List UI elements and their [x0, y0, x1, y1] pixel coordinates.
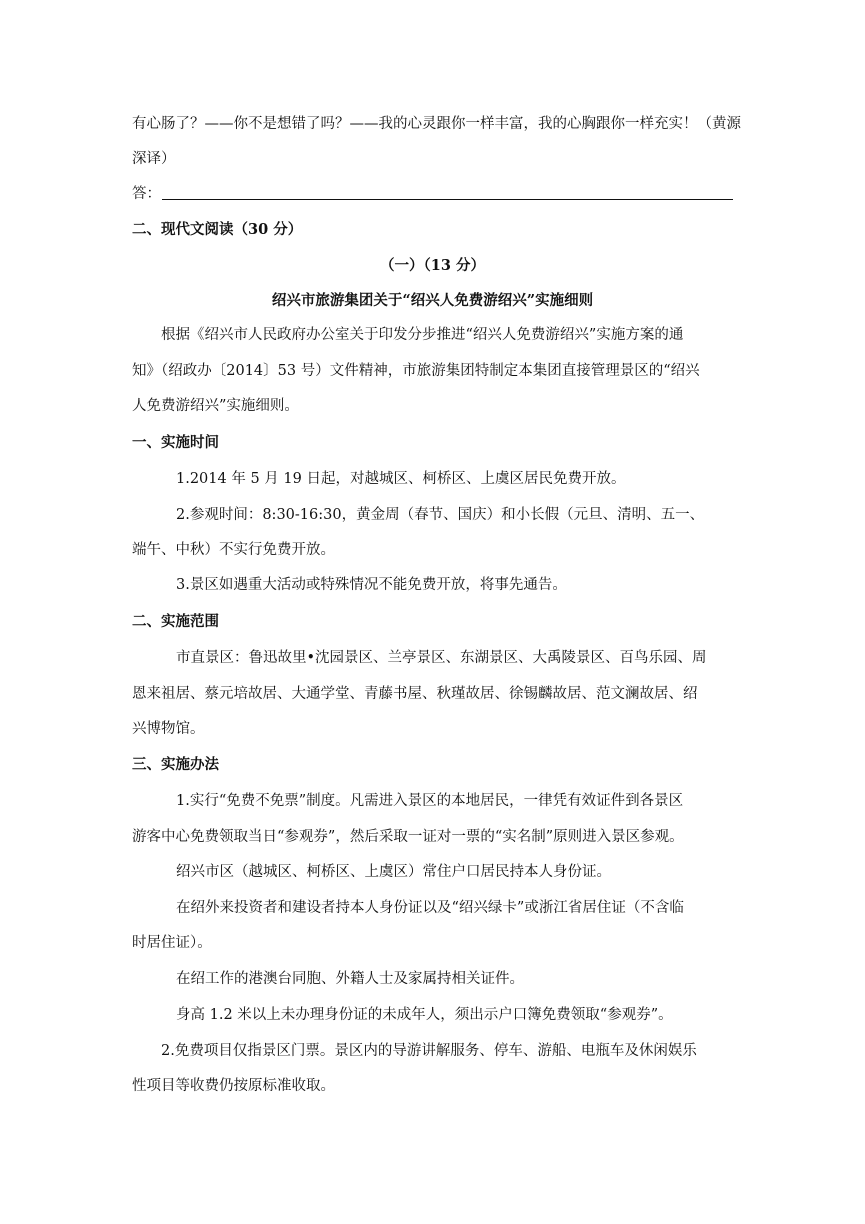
section-3-item-1b: 游客中心免费领取当日“参观券”，然后采取一证对一票的“实名制”原则进入景区参观。: [132, 829, 684, 845]
part-heading: （一）（13 分）: [380, 257, 485, 274]
answer-label: 答：: [132, 186, 161, 202]
section-3-title: 三、实施办法: [132, 756, 219, 773]
prev-question-line-2: 深译）: [132, 151, 176, 167]
answer-blank-line[interactable]: [162, 199, 733, 200]
section-3-para-3: 在绍工作的港澳台同胞、外籍人士及家属持相关证件。: [176, 971, 524, 987]
section-3-item-1a: 1.实行“免费不免票”制度。凡需进入景区的本地居民，一律凭有效证件到各景区: [176, 793, 684, 809]
section-2-line-3: 兴博物馆。: [132, 721, 205, 737]
section-2-title: 二、实施范围: [132, 613, 219, 630]
intro-line-1: 根据《绍兴市人民政府办公室关于印发分步推进“绍兴人免费游绍兴”实施方案的通: [161, 327, 684, 343]
section-1-item-1: 1.2014 年 5 月 19 日起，对越城区、柯桥区、上虞区居民免费开放。: [176, 471, 626, 487]
article-title: 绍兴市旅游集团关于“绍兴人免费游绍兴”实施细则: [271, 292, 594, 309]
section-2-line-2: 恩来祖居、蔡元培故居、大通学堂、青藤书屋、秋瑾故居、徐锡麟故居、范文澜故居、绍: [132, 686, 698, 702]
section-1-title: 一、实施时间: [132, 434, 219, 451]
prev-question-line-1: 有心肠了？——你不是想错了吗？——我的心灵跟你一样丰富，我的心胸跟你一样充实！（黄源: [132, 116, 741, 132]
intro-line-3: 人免费游绍兴”实施细则。: [132, 398, 299, 414]
section-1-item-2b: 端午、中秋）不实行免费开放。: [132, 542, 335, 558]
section-3-para-1: 绍兴市区（越城区、柯桥区、上虞区）常住户口居民持本人身份证。: [176, 864, 611, 880]
section-1-item-2a: 2.参观时间：8:30-16:30，黄金周（春节、国庆）和小长假（元旦、清明、五一、: [176, 507, 705, 523]
section-3-para-4: 身高 1.2 米以上未办理身份证的未成年人，须出示户口簿免费领取“参观券”。: [176, 1007, 673, 1023]
section-1-item-3: 3.景区如遇重大活动或特殊情况不能免费开放，将事先通告。: [176, 577, 567, 593]
section-heading: 二、现代文阅读（30 分）: [132, 221, 303, 238]
section-3-para-2a: 在绍外来投资者和建设者持本人身份证以及“绍兴绿卡”或浙江省居住证（不含临: [176, 900, 684, 916]
section-2-line-1: 市直景区：鲁迅故里•沈园景区、兰亭景区、东湖景区、大禹陵景区、百鸟乐园、周: [176, 650, 707, 666]
intro-line-2: 知》（绍政办〔2014〕53 号）文件精神，市旅游集团特制定本集团直接管理景区的“绍兴: [132, 363, 700, 379]
section-3-item-2b: 性项目等收费仍按原标准收取。: [132, 1078, 335, 1094]
section-3-para-2b: 时居住证）。: [132, 935, 212, 951]
section-3-item-2a: 2.免费项目仅指景区门票。景区内的导游讲解服务、停车、游船、电瓶车及休闲娱乐: [161, 1043, 697, 1059]
